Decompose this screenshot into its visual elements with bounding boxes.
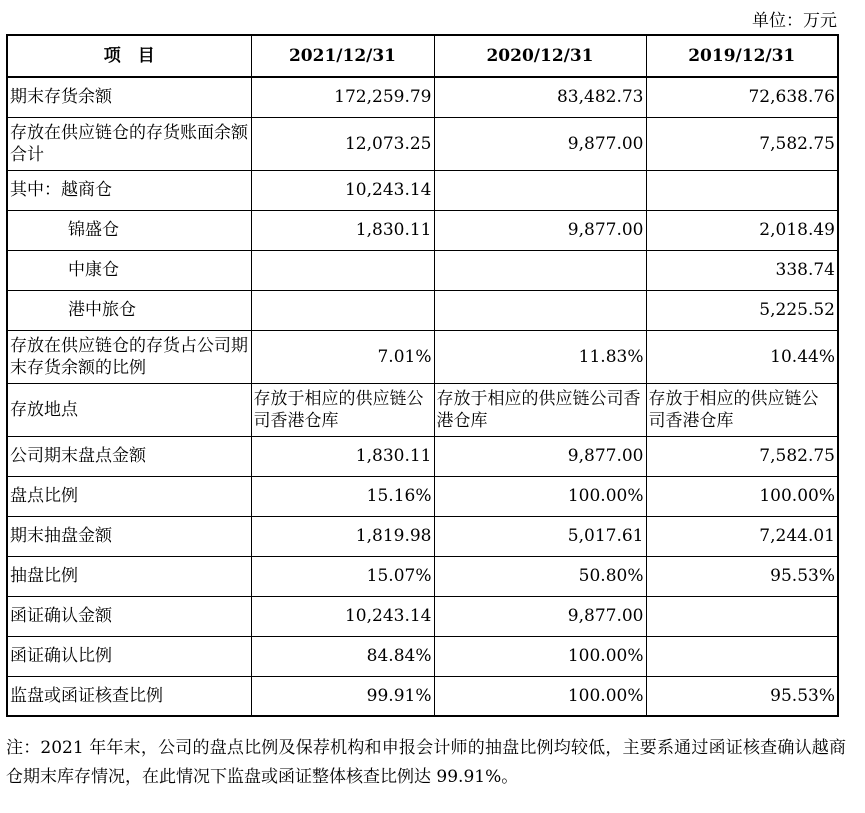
table-row: [7, 596, 838, 636]
cell-2021: 172,259.79: [251, 77, 434, 117]
table-row: [7, 77, 838, 117]
row-label: 存放在供应链仓的存货账面余额合计: [7, 117, 251, 170]
table-row: [7, 290, 838, 330]
cell-2020: [434, 170, 646, 210]
table-row: [7, 636, 838, 676]
inventory-table: [6, 34, 839, 717]
cell-2019: 95.53%: [646, 676, 838, 716]
row-label: 抽盘比例: [7, 556, 251, 596]
cell-2019: 5,225.52: [646, 290, 838, 330]
cell-2021: 1,819.98: [251, 516, 434, 556]
table-row: [7, 516, 838, 556]
header-item: 项 目: [7, 35, 251, 77]
cell-2021: 1,830.11: [251, 436, 434, 476]
cell-2019: [646, 170, 838, 210]
header-2020: 2020/12/31: [434, 35, 646, 77]
cell-2021: 存放于相应的供应链公司香港仓库: [251, 383, 434, 436]
table-row: [7, 170, 838, 210]
unit-label: 单位：万元: [752, 11, 837, 31]
row-label: 盘点比例: [7, 476, 251, 516]
row-label: 中康仓: [7, 250, 251, 290]
header-2021: 2021/12/31: [251, 35, 434, 77]
cell-2020: [434, 290, 646, 330]
cell-2019: [646, 636, 838, 676]
cell-2020: 5,017.61: [434, 516, 646, 556]
table-row: [7, 436, 838, 476]
cell-2021: [251, 290, 434, 330]
row-label: 函证确认比例: [7, 636, 251, 676]
header-2019: 2019/12/31: [646, 35, 838, 77]
cell-2019: 95.53%: [646, 556, 838, 596]
cell-2019: 100.00%: [646, 476, 838, 516]
cell-2019: 72,638.76: [646, 77, 838, 117]
row-label: 港中旅仓: [7, 290, 251, 330]
cell-2021: 15.07%: [251, 556, 434, 596]
row-label: 函证确认金额: [7, 596, 251, 636]
row-label: 其中：越商仓: [7, 170, 251, 210]
cell-2020: 50.80%: [434, 556, 646, 596]
cell-2019: 338.74: [646, 250, 838, 290]
cell-2020: 存放于相应的供应链公司香港仓库: [434, 383, 646, 436]
cell-2021: 99.91%: [251, 676, 434, 716]
row-label: 公司期末盘点金额: [7, 436, 251, 476]
cell-2021: 10,243.14: [251, 170, 434, 210]
cell-2020: 9,877.00: [434, 436, 646, 476]
row-label: 期末抽盘金额: [7, 516, 251, 556]
cell-2020: 9,877.00: [434, 210, 646, 250]
cell-2020: 9,877.00: [434, 596, 646, 636]
table-row: [7, 556, 838, 596]
cell-2019: 7,582.75: [646, 117, 838, 170]
table-row: [7, 476, 838, 516]
table-row: [7, 250, 838, 290]
cell-2019: 2,018.49: [646, 210, 838, 250]
table-row: [7, 210, 838, 250]
table-row: [7, 330, 838, 383]
cell-2019: 7,244.01: [646, 516, 838, 556]
row-label: 期末存货余额: [7, 77, 251, 117]
cell-2020: 9,877.00: [434, 117, 646, 170]
header-row: [7, 35, 838, 77]
cell-2020: [434, 250, 646, 290]
cell-2020: 100.00%: [434, 636, 646, 676]
table-row: [7, 383, 838, 436]
cell-2019: [646, 596, 838, 636]
row-label: 存放地点: [7, 383, 251, 436]
footnote: 注：2021 年年末，公司的盘点比例及保荐机构和申报会计师的抽盘比例均较低，主要系通过函证核查确认越商仓期末库存情况，在此情况下监盘或函证整体核查比例达 99.91%。: [6, 738, 846, 787]
cell-2019: 7,582.75: [646, 436, 838, 476]
cell-2021: 84.84%: [251, 636, 434, 676]
cell-2019: 存放于相应的供应链公司香港仓库: [646, 383, 838, 436]
cell-2020: 83,482.73: [434, 77, 646, 117]
cell-2020: 100.00%: [434, 476, 646, 516]
cell-2021: 10,243.14: [251, 596, 434, 636]
cell-2021: 1,830.11: [251, 210, 434, 250]
table-row: [7, 676, 838, 716]
cell-2020: 100.00%: [434, 676, 646, 716]
cell-2019: 10.44%: [646, 330, 838, 383]
cell-2021: 12,073.25: [251, 117, 434, 170]
row-label: 存放在供应链仓的存货占公司期末存货余额的比例: [7, 330, 251, 383]
cell-2020: 11.83%: [434, 330, 646, 383]
table-row: [7, 117, 838, 170]
row-label: 监盘或函证核查比例: [7, 676, 251, 716]
cell-2021: 15.16%: [251, 476, 434, 516]
row-label: 锦盛仓: [7, 210, 251, 250]
cell-2021: [251, 250, 434, 290]
cell-2021: 7.01%: [251, 330, 434, 383]
